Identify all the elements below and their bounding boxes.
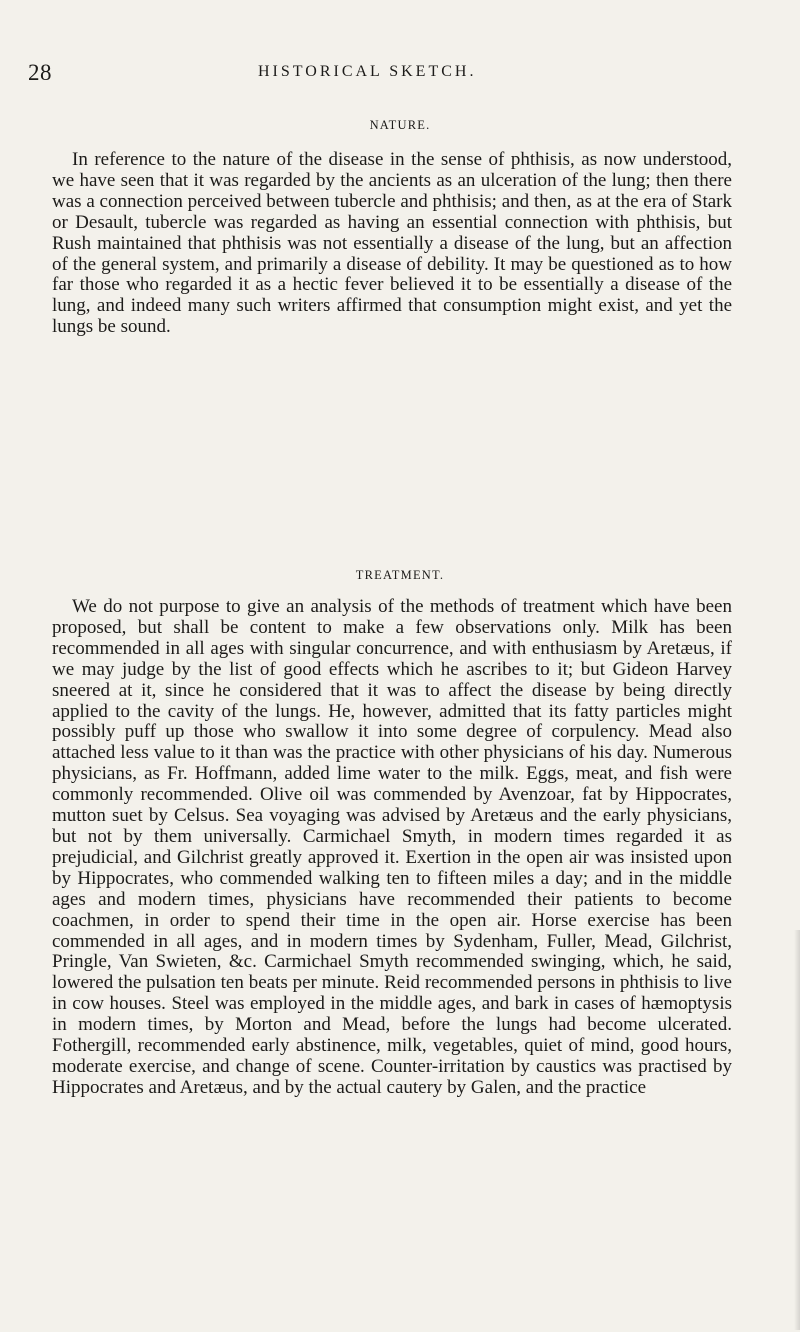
- running-header: [28, 60, 728, 90]
- page-edge-shadow: [794, 930, 800, 1330]
- paragraph-nature: In reference to the nature of the disease in the sense of phthisis, as now understood, we have seen that it was regarded by the ancients as an ulceration of the lung; then there was a connection perceived between tubercle and phthisis; and then, as at the era of Stark or Desault, tubercle was regarded as having an essential connection with phthisis, but Rush maintained that phthisis was not essentially a disease of the lung, but an affection of the general system, and primarily a disease of debility. It may be questioned as to how far those who regarded it as a hectic fever believed it to be essentially a disease of the lung, and indeed many such writers affirmed that consumption might exist, and yet the lungs be sound.: [52, 149, 732, 338]
- paragraph-treatment: We do not purpose to give an analysis of the methods of treatment which have been proposed, but shall be content to make a few observations only. Milk has been recommended in all ages with singular concurrence, and with enthusiasm by Aretæus, if we may judge by the list of good effects which he ascribes to it; but Gideon Harvey sneered at it, since he considered that it was to affect the disease by being directly applied to the cavity of the lungs. He, however, admitted that its fatty particles might possibly puff up those who swallow it into some degree of corpulency. Mead also attached less value to it than was the practice with other physicians of his day. Numerous physicians, as Fr. Hoffmann, added lime water to the milk. Eggs, meat, and fish were commonly recommended. Olive oil was commended by Avenzoar, fat by Hippocrates, mutton suet by Celsus. Sea voyaging was advised by Aretæus and the early physicians, but not by them universally. Carmichael Smyth, in modern times regarded it as prejudicial, and Gilchrist greatly approved it. Exertion in the open air was insisted upon by Hippocrates, who commended walking ten to fifteen miles a day; and in the middle ages and modern times, physicians have recommended their patients to become coachmen, in order to spend their time in the open air. Horse exercise has been commended in all ages, and in modern times by Sydenham, Fuller, Mead, Gilchrist, Pringle, Van Swieten, &c. Carmichael Smyth recommended swinging, which, he said, lowered the pulsation ten beats per minute. Reid recommended persons in phthisis to live in cow houses. Steel was employed in the middle ages, and bark in cases of hæmoptysis in modern times, by Morton and Mead, before the lungs had become ulcerated. Fothergill, recommended early abstinence, milk, vegetables, quiet of mind, good hours, moderate exercise, and change of scene. Counter-irritation by caustics was practised by Hippocrates and Aretæus, and by the actual cautery by Galen, and the practice: [52, 596, 732, 1098]
- running-title: HISTORICAL SKETCH.: [258, 63, 477, 80]
- section-heading-treatment: TREATMENT.: [355, 568, 445, 582]
- page-number: 28: [28, 60, 52, 85]
- section-heading-nature: NATURE.: [369, 118, 431, 132]
